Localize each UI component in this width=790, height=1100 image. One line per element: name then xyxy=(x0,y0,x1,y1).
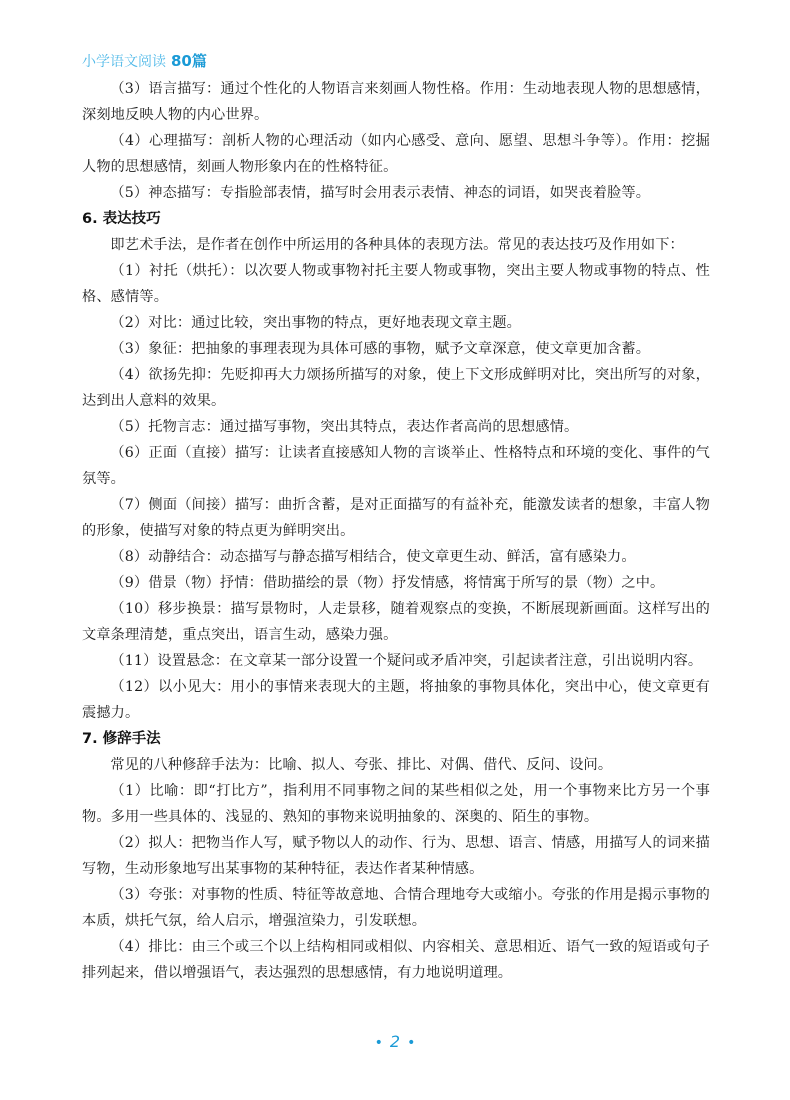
paragraph-rhetoric-intro: 常见的八种修辞手法为：比喻、拟人、夸张、排比、对偶、借代、反问、设问。 xyxy=(110,757,613,773)
paragraph-technique-motion-stillness: （8）动静结合：动态描写与静态描写相结合，使文章更生动、鲜活，富有感染力。 xyxy=(110,549,636,565)
page-number xyxy=(0,1032,790,1051)
paragraph-technique-suspense: （11）设置悬念：在文章某一部分设置一个疑问或矛盾冲突，引起读者注意，引出说明内容。 xyxy=(110,653,703,669)
section-heading-expression-techniques: 6. 表达技巧 xyxy=(82,211,161,227)
paragraph-rhetoric-hyperbole: （3）夸张：对事物的性质、特征等故意地、合情合理地夸大或缩小。夸张的作用是揭示事物的本质，烘托气氛，给人启示，增强渲染力，引发联想。 xyxy=(82,887,710,929)
bullet-dot-right: • xyxy=(407,1035,416,1051)
bullet-dot-left: • xyxy=(374,1035,383,1051)
page-number-value: 2 xyxy=(389,1032,401,1051)
paragraph-technique-object-aspiration: （5）托物言志：通过描写事物，突出其特点，表达作者高尚的思想感情。 xyxy=(110,419,579,435)
paragraph-technique-scenery-emotion: （9）借景（物）抒情：借助描绘的景（物）抒发情感，将情寓于所写的景（物）之中。 xyxy=(110,575,665,591)
paragraph-technique-foil: （1）衬托（烘托）：以次要人物或事物衬托主要人物或事物，突出主要人物或事物的特点、性格、感情等。 xyxy=(82,263,710,305)
paragraph-technique-symbolism: （3）象征：把抽象的事理表现为具体可感的事物，赋予文章深意，使文章更加含蓄。 xyxy=(110,341,651,357)
paragraph-techniques-intro: 即艺术手法，是作者在创作中所运用的各种具体的表现方法。常见的表达技巧及作用如下： xyxy=(110,237,684,253)
paragraph-technique-small-to-large: （12）以小见大：用小的事情来表现大的主题，将抽象的事物具体化，突出中心，使文章更有震撼力。 xyxy=(82,679,710,721)
paragraph-technique-contrast: （2）对比：通过比较，突出事物的特点，更好地表现文章主题。 xyxy=(110,315,522,331)
book-series-title: 小学语文阅读 xyxy=(82,54,166,70)
paragraph-psychological-description: （4）心理描写：剖析人物的心理活动（如内心感受、意向、愿望、思想斗争等）。作用：挖掘人物的思想感情，刻画人物形象内在的性格特征。 xyxy=(82,133,710,175)
section-heading-rhetorical-devices: 7. 修辞手法 xyxy=(82,731,161,747)
paragraph-technique-direct-description: （6）正面（直接）描写：让读者直接感知人物的言谈举止、性格特点和环境的变化、事件的气氛等。 xyxy=(82,445,710,487)
paragraph-expression-description: （5）神态描写：专指脸部表情，描写时会用表示表情、神态的词语，如哭丧着脸等。 xyxy=(110,185,651,201)
book-count-label: 80篇 xyxy=(171,52,207,70)
paragraph-technique-suppress-then-praise: （4）欲扬先抑：先贬抑再大力颂扬所描写的对象，使上下文形成鲜明对比，突出所写的对象，达到出人意料的效果。 xyxy=(82,367,710,409)
paragraph-rhetoric-parallelism: （4）排比：由三个或三个以上结构相同或相似、内容相关、意思相近、语气一致的短语或句子排列起来，借以增强语气，表达强烈的思想感情，有力地说明道理。 xyxy=(82,939,710,981)
paragraph-language-description: （3）语言描写：通过个性化的人物语言来刻画人物性格。作用：生动地表现人物的思想感情，深刻地反映人物的内心世界。 xyxy=(82,81,710,123)
running-header xyxy=(82,52,207,71)
paragraph-technique-shifting-scenery: （10）移步换景：描写景物时，人走景移，随着观察点的变换，不断展现新画面。这样写出的文章条理清楚，重点突出，语言生动，感染力强。 xyxy=(82,601,710,643)
page-body xyxy=(82,76,710,986)
paragraph-rhetoric-metaphor: （1）比喻：即“打比方”，指利用不同事物之间的某些相似之处，用一个事物来比方另一个事物。多用一些具体的、浅显的、熟知的事物来说明抽象的、深奥的、陌生的事物。 xyxy=(82,783,710,825)
paragraph-rhetoric-personification: （2）拟人：把物当作人写，赋予物以人的动作、行为、思想、语言、情感，用描写人的词来描写物，生动形象地写出某事物的某种特征，表达作者某种情感。 xyxy=(82,835,710,877)
paragraph-technique-indirect-description: （7）侧面（间接）描写：曲折含蓄，是对正面描写的有益补充，能激发读者的想象，丰富人物的形象，使描写对象的特点更为鲜明突出。 xyxy=(82,497,710,539)
